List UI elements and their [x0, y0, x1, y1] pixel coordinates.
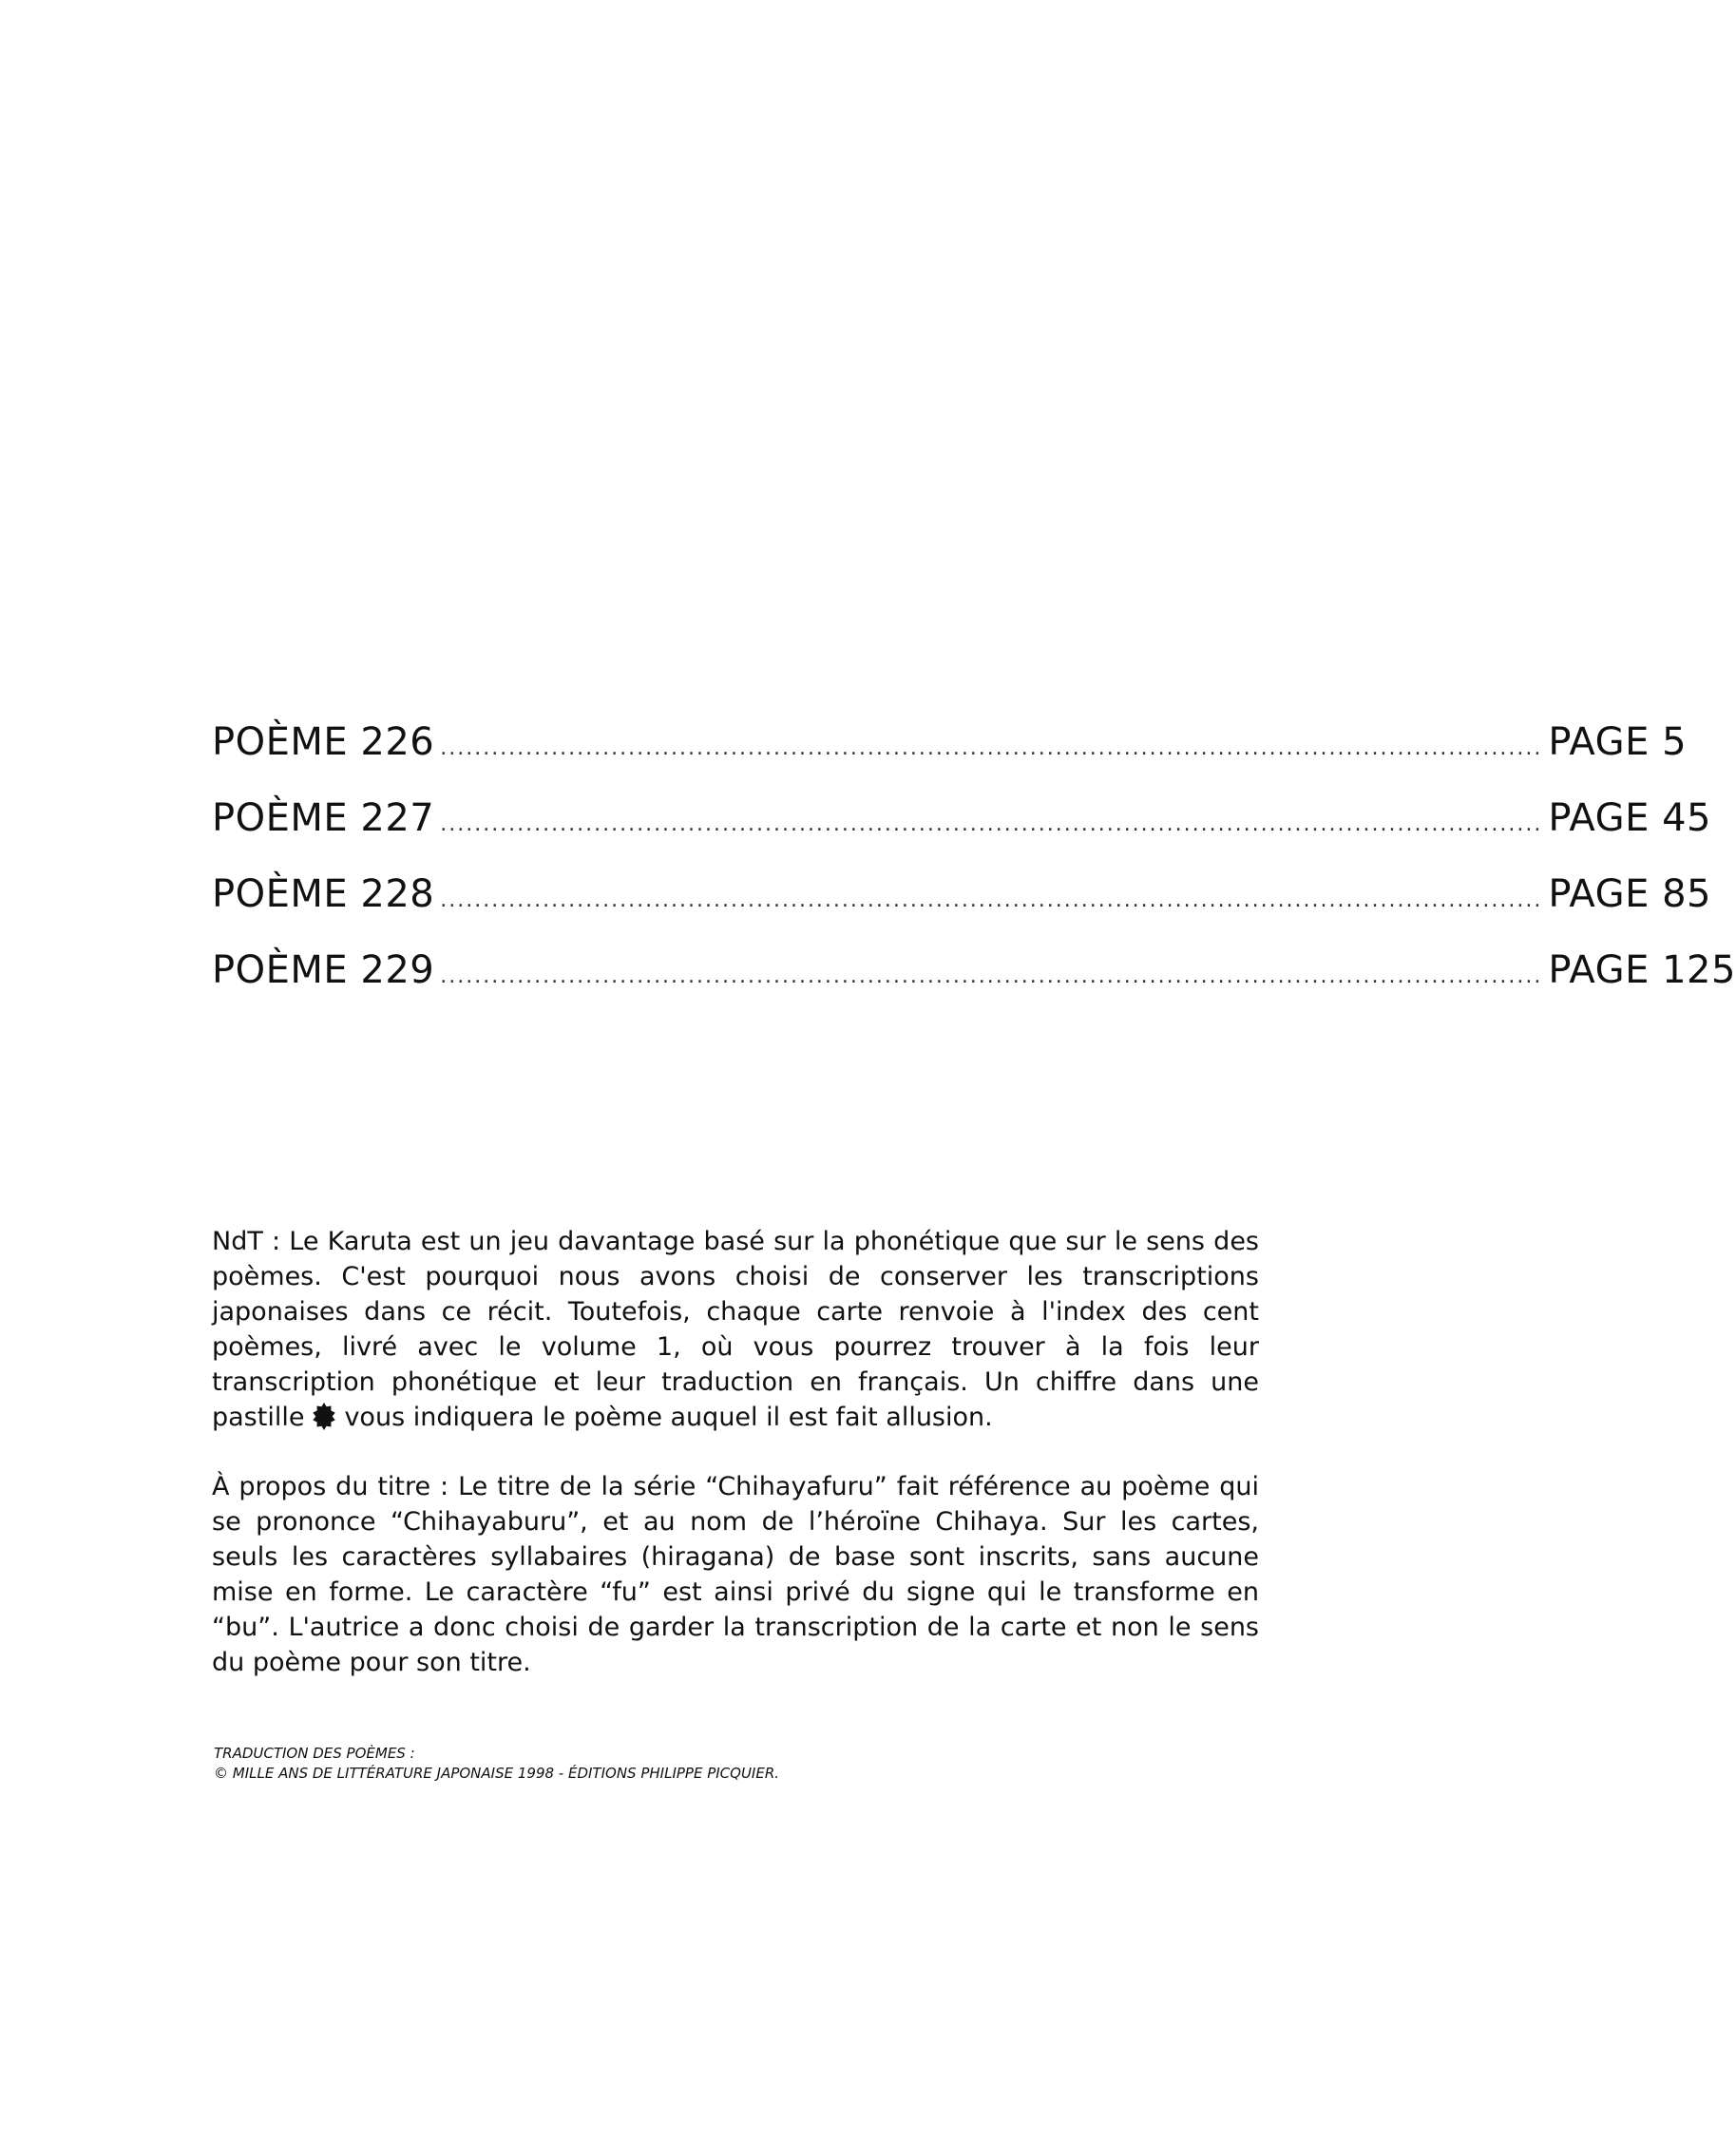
credits-line: TRADUCTION DES POÈMES : [214, 1745, 415, 1762]
toc-leader-dots: ................................................................................................................................. [440, 812, 1543, 836]
toc-entry-page: PAGE 5 [1548, 720, 1688, 764]
toc-entry-title: POÈME 228 [212, 872, 435, 916]
toc-entry-title: POÈME 227 [212, 796, 435, 840]
translator-note-text: NdT : Le Karuta est un jeu davantage basé sur la phonétique que sur le sens des poèmes. C'est pourquoi nous avons choisi de conserver les transcriptions japonaises dans ce récit. Toutefois, chaque carte renvoie à l'index des cent poèmes, livré avec le volume 1, où vous pourrez trouver à la fois leur transcription phonétique et leur traduction en français. Un chiffre dans une pastille [212, 1227, 1259, 1432]
toc-entry[interactable] [212, 720, 1688, 796]
toc-entry[interactable] [212, 948, 1736, 1024]
toc-entry[interactable] [212, 796, 1711, 872]
toc-leader-dots: ................................................................................................................................. [440, 888, 1543, 912]
toc-entry-page: PAGE 125 [1548, 948, 1736, 992]
translation-credits [214, 1744, 779, 1784]
translator-note [212, 1224, 1259, 1435]
toc-entry-page: PAGE 85 [1548, 872, 1711, 916]
toc-entry-page: PAGE 45 [1548, 796, 1711, 840]
toc-leader-dots: ................................................................................................................................. [440, 965, 1543, 988]
toc-leader-dots: ................................................................................................................................. [440, 736, 1543, 760]
translator-note-text-end: vous indiquera le poème auquel il est fait allusion. [344, 1403, 993, 1432]
table-of-contents [212, 720, 1736, 1024]
toc-entry[interactable] [212, 872, 1711, 948]
toc-entry-title: POÈME 226 [212, 720, 435, 764]
title-note: À propos du titre : Le titre de la série “Chihayafuru” fait référence au poème qui se prononce “Chihayaburu”, et au nom de l’héroïne Chihaya. Sur les cartes, seuls les caractères syllabaires (hiragana) de base sont inscrits, sans aucune mise en forme. Le caractère “fu” est ainsi privé du signe qui le transforme en “bu”. L'autrice a donc choisi de garder la transcription de la carte et non le sens du poème pour son titre. [212, 1472, 1259, 1677]
pastille-icon [310, 1402, 338, 1430]
credits-line: © MILLE ANS DE LITTÉRATURE JAPONAISE 1998 - ÉDITIONS PHILIPPE PICQUIER. [214, 1765, 780, 1782]
toc-entry-title: POÈME 229 [212, 948, 435, 992]
